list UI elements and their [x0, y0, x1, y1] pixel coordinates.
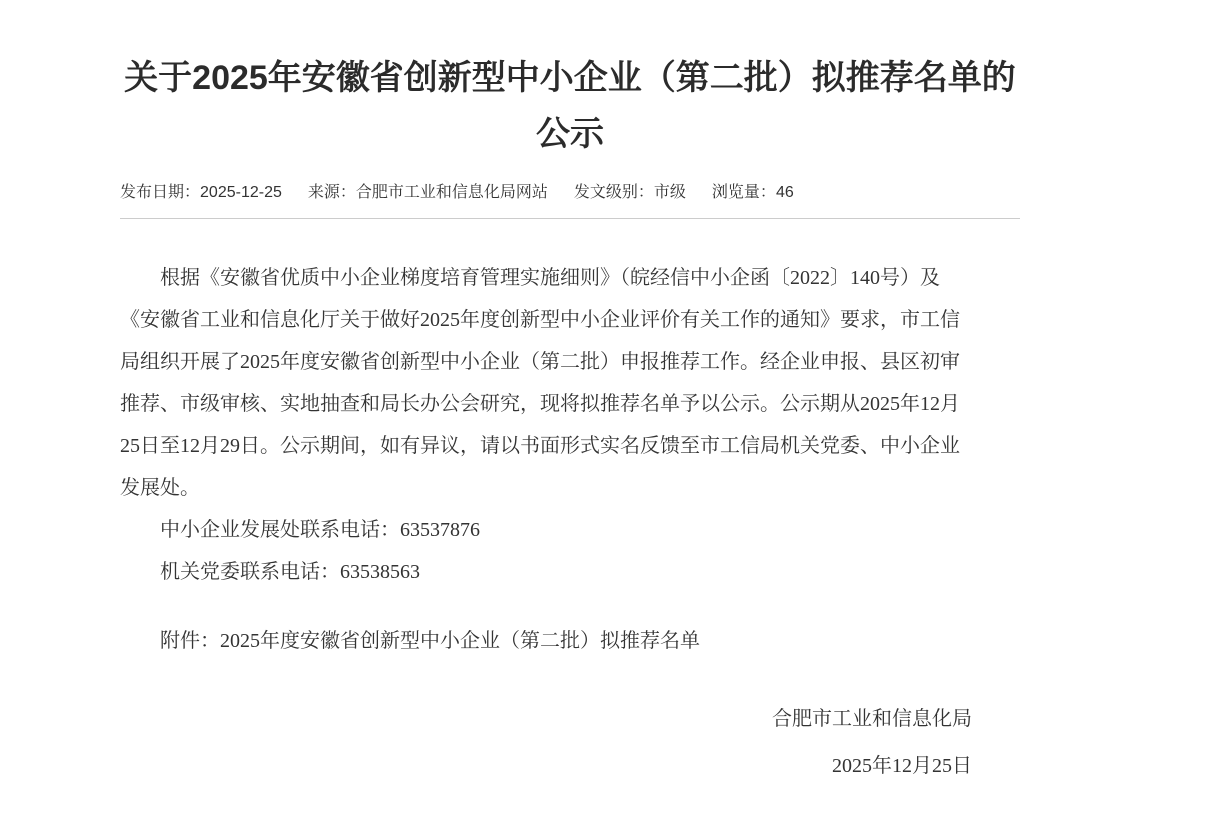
meta-document-level	[574, 182, 686, 204]
signature-date: 2025年12月25日	[832, 755, 972, 777]
meta-publish-date-label: 发布日期：	[120, 184, 201, 201]
contact-phone-party-committee: 机关党委联系电话：63538563	[160, 561, 420, 583]
page-title-line2: 公示	[536, 115, 604, 153]
paragraph-line: 根据《安徽省优质中小企业梯度培育管理实施细则》（皖经信中小企函〔2022〕140号）及	[160, 267, 940, 289]
meta-view-count-value: 46	[775, 184, 794, 201]
meta-view-count-label: 浏览量：	[711, 184, 776, 201]
page-title-line1: 关于2025年安徽省创新型中小企业（第二批）拟推荐名单的	[124, 59, 1016, 97]
paragraph-line: 发展处。	[120, 477, 200, 499]
paragraph-line: 推荐、市级审核、实地抽查和局长办公会研究，现将拟推荐名单予以公示。公示期从2025年12月	[120, 393, 960, 415]
paragraph-line: 《安徽省工业和信息化厅关于做好2025年度创新型中小企业评价有关工作的通知》要求，市工信	[120, 309, 960, 331]
signature-block	[120, 698, 1020, 787]
main-paragraph	[120, 257, 1020, 509]
meta-publish-date-value: 2025-12-25	[200, 184, 282, 201]
meta-view-count	[712, 182, 794, 204]
page-title	[120, 50, 1020, 162]
contact-phone-sme-division: 中小企业发展处联系电话：63537876	[160, 519, 480, 541]
meta-source-value: 合肥市工业和信息化局网站	[355, 184, 548, 201]
contact-info	[120, 509, 1020, 593]
attachment-link[interactable]: 附件：2025年度安徽省创新型中小企业（第二批）拟推荐名单	[160, 630, 700, 652]
announcement-article	[120, 0, 1020, 787]
article-meta	[120, 182, 1020, 204]
meta-divider	[120, 218, 1020, 219]
meta-document-level-value: 市级	[653, 184, 686, 201]
meta-publish-date	[120, 182, 282, 204]
meta-source	[308, 182, 548, 204]
signature-organization: 合肥市工业和信息化局	[772, 708, 972, 730]
article-body	[120, 257, 1020, 787]
paragraph-line: 25日至12月29日。公示期间，如有异议，请以书面形式实名反馈至市工信局机关党委、中小企业	[120, 435, 960, 457]
meta-source-label: 来源：	[307, 184, 356, 201]
meta-document-level-label: 发文级别：	[573, 184, 654, 201]
paragraph-line: 局组织开展了2025年度安徽省创新型中小企业（第二批）申报推荐工作。经企业申报、县区初审	[120, 351, 960, 373]
